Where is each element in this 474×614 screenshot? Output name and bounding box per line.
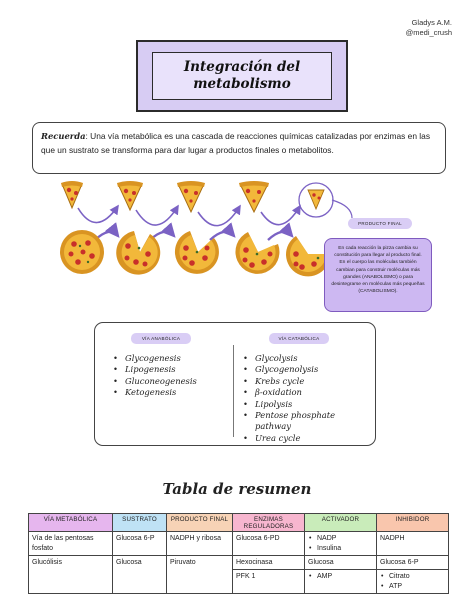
cell-inhibidor: Glucosa 6-P — [377, 556, 449, 570]
pizza-icon-2 — [116, 231, 160, 275]
list-item: • β-oxidation — [243, 387, 369, 398]
cell-activador: Glucosa — [305, 556, 377, 570]
arrow-lower-4 — [268, 232, 292, 240]
cell-sustrato: Glucosa — [113, 556, 167, 594]
tabla-title: Tabla de resumen — [162, 480, 312, 498]
via-catabolica-label: VÍA CATABÓLICA — [269, 333, 329, 344]
pizza-explanation-note: En cada reacción la pizza cambia su constitución para llegar al producto final. En el cuerpo las moléculas también cambian para construir moléculas más grandes (ANABOLISMO) o para desintegrarse en moléculas más pequeñas (CATABOLISMO). — [324, 238, 432, 312]
page-title: Integración del metabolismo — [183, 59, 301, 92]
cell-producto: Piruvato — [167, 556, 233, 594]
inhibidor-item: • Citrato — [380, 572, 445, 582]
list-item: • Krebs cycle — [243, 376, 369, 387]
vias-divider — [233, 345, 234, 437]
list-item: • Ketogenesis — [113, 387, 197, 398]
summary-table — [28, 513, 449, 594]
cell-enzima: Glucosa 6-PD — [233, 532, 305, 556]
pizza-slice-icon-1 — [61, 181, 83, 208]
list-item: • Glycogenesis — [113, 353, 197, 364]
cell-inhibidor: NADPH — [377, 532, 449, 556]
recuerda-text: Una vía metabólica es una cascada de reacciones químicas catalizadas por enzimas en las que un sustrato se transforma para dar lugar a productos finales o metabolitos. — [41, 131, 431, 155]
header-inhibidor: INHIBIDOR — [377, 514, 449, 532]
arrow-3 — [198, 206, 240, 226]
title-frame — [136, 40, 348, 112]
arrow-5 — [332, 200, 352, 218]
recuerda-colon: : — [85, 131, 91, 141]
list-item: • Glycolysis — [243, 353, 369, 364]
list-item: • Gluconeogenesis — [113, 376, 197, 387]
producto-final-label: PRODUCTO FINAL — [348, 218, 412, 229]
cell-activador — [305, 532, 377, 556]
header-activador: ACTIVADOR — [305, 514, 377, 532]
cell-producto: NADPH y ribosa — [167, 532, 233, 556]
title-panel — [152, 52, 332, 100]
activador-item: • Insulina — [308, 544, 373, 554]
inhibidor-item: • ATP — [380, 582, 445, 592]
author-handle: @medi_crush — [405, 28, 452, 37]
author-name: Gladys A.M. — [411, 18, 452, 27]
vias-box — [94, 322, 376, 446]
catabolic-list — [243, 353, 369, 444]
cell-enzima: Hexocinasa — [233, 556, 305, 570]
list-item: • Lipolysis — [243, 399, 369, 410]
pizza-icon-1 — [60, 230, 104, 274]
arrow-1 — [78, 206, 118, 223]
pizza-slice-icon-3 — [177, 181, 205, 212]
recuerda-label: Recuerda — [41, 131, 86, 141]
header-enzimas: ENZIMAS REGULADORAS — [233, 514, 305, 532]
list-item: • Urea cycle — [243, 433, 369, 444]
cell-enzima: PFK 1 — [233, 570, 305, 594]
list-item: • Pentose phosphate pathway — [243, 410, 369, 433]
cell-via: Vía de las pentosas fosfato — [29, 532, 113, 556]
list-item: • Lipogenesis — [113, 364, 197, 375]
arrow-2 — [136, 206, 178, 225]
pizza-icon-4 — [235, 232, 279, 274]
cell-sustrato: Glucosa 6-P — [113, 532, 167, 556]
table-header-row — [29, 514, 449, 532]
list-item: • Glycogenolysis — [243, 364, 369, 375]
table-row — [29, 556, 449, 570]
anabolic-list — [113, 353, 197, 399]
pizza-slice-icon-4 — [239, 181, 269, 212]
header-sustrato: SUSTRATO — [113, 514, 167, 532]
recuerda-box — [32, 122, 446, 174]
header-via: VÍA METABÓLICA — [29, 514, 113, 532]
via-anabolica-label: VÍA ANABÓLICA — [131, 333, 191, 344]
author-credit — [406, 18, 452, 38]
cell-inhibidor — [377, 570, 449, 594]
cell-activador — [305, 570, 377, 594]
table-row — [29, 532, 449, 556]
pizza-slice-icon-2 — [117, 181, 143, 210]
cell-via: Glucólisis — [29, 556, 113, 594]
arrow-4 — [261, 206, 300, 225]
activador-item: • AMP — [308, 572, 373, 582]
header-producto: PRODUCTO FINAL — [167, 514, 233, 532]
activador-item: • NADP — [308, 534, 373, 544]
